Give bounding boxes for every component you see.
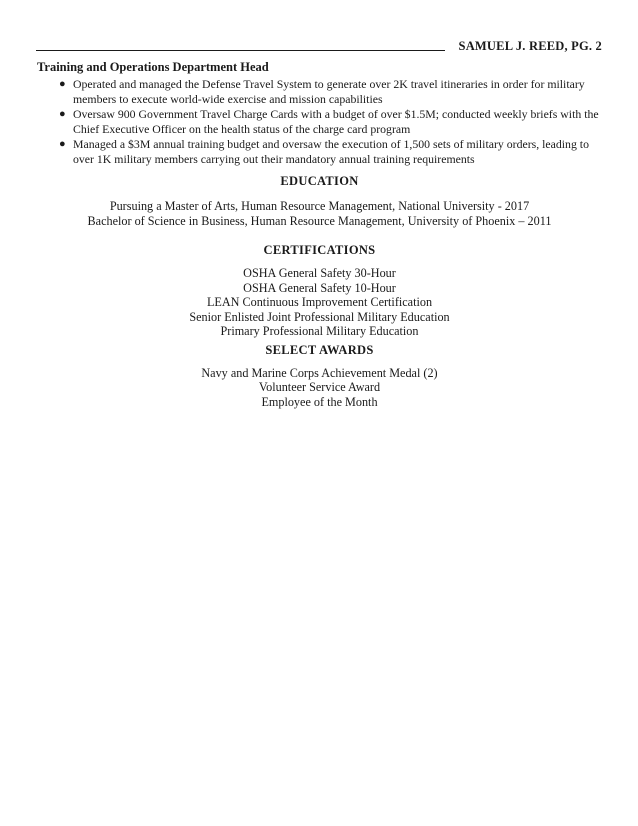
awards-heading: SELECT AWARDS (265, 342, 374, 357)
job-bullet-text: Managed a $3M annual training budget and oversaw the execution of 1,500 sets of military orders, leading to over 1K military members carrying out their mandatory annual training requirements (73, 137, 589, 166)
job-title: Training and Operations Department Head (37, 60, 269, 74)
bullet-icon: ● (59, 138, 66, 150)
certifications-list (37, 266, 602, 339)
education-heading: EDUCATION (280, 174, 359, 188)
awards-list (37, 366, 602, 410)
certifications-heading: CERTIFICATIONS (263, 243, 376, 257)
bullet-icon: ● (59, 78, 66, 90)
award-item: Navy and Marine Corps Achievement Medal (2) (201, 365, 438, 380)
job-bullet (37, 137, 602, 167)
job-bullet-text: Operated and managed the Defense Travel System to generate over 2K travel itineraries in order for military members to execute world-wide exercise and mission capabilities (73, 77, 585, 106)
header-rule (36, 50, 445, 51)
job-bullet-text: Oversaw 900 Government Travel Charge Cards with a budget of over $1.5M; conducted weekly briefs with the Chief Executive Officer on the health status of the charge card program (73, 107, 599, 136)
award-item: Employee of the Month (261, 394, 378, 409)
header-name-page: SAMUEL J. REED, PG. 2 (458, 39, 602, 53)
job-bullet (37, 77, 602, 107)
certification-item: OSHA General Safety 10-Hour (243, 280, 396, 295)
education-item: Bachelor of Science in Business, Human Resource Management, University of Phoenix – 2011 (87, 213, 552, 228)
certification-item: Primary Professional Military Education (220, 324, 419, 338)
certification-item: OSHA General Safety 30-Hour (243, 266, 396, 280)
education-item: Pursuing a Master of Arts, Human Resource Management, National University - 2017 (109, 199, 530, 213)
education-list (37, 199, 602, 228)
job-bullet-list (37, 77, 602, 167)
certification-item: Senior Enlisted Joint Professional Military Education (189, 309, 450, 324)
certification-item: LEAN Continuous Improvement Certification (206, 295, 433, 309)
job-bullet (37, 107, 602, 137)
award-item: Volunteer Service Award (258, 380, 381, 394)
resume-content (37, 60, 602, 409)
bullet-icon: ● (59, 108, 66, 120)
page-header (36, 36, 602, 54)
